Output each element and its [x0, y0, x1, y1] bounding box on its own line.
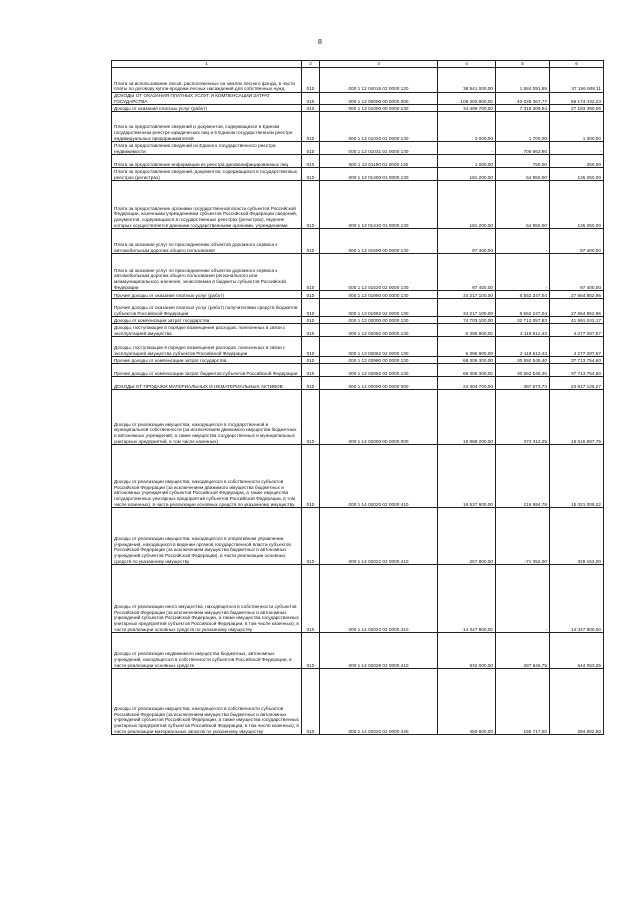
table-row [112, 168, 604, 181]
row-executed-cell: - [496, 565, 550, 633]
row-name-cell: Доходы, поступающие в порядке возмещения расходов, понесенных в связи с эксплуатацией имущества [112, 324, 302, 337]
table-row [112, 142, 604, 155]
row-kbk-cell: 000 1 13 02060 00 0000 130 [320, 324, 438, 337]
row-executed-cell: -71 352,00 [496, 508, 550, 565]
row-executed-cell: - [496, 254, 550, 291]
table-row [112, 390, 604, 445]
row-name-cell: Плата за использование лесов, расположенных на землях лесного фонда, в части платы по договору купли-продажи лесных насаждений для собственных нужд [112, 68, 302, 93]
row-approved-cell: 34 217 100,00 [438, 299, 496, 317]
row-remaining-cell: 27 183 390,06 [550, 105, 604, 112]
row-name-cell: Плата за оказание услуг по присоединению объектов дорожного сервиса к автомобильным дорогам общего пользования регионального или межмуниципального значения, зачисляемая в бюджеты субъектов Российской Федерации [112, 254, 302, 291]
row-executed-cell: 287 946,75 [496, 633, 550, 669]
row-name-cell: Прочие доходы от оказания платных услуг (работ) [112, 291, 302, 299]
row-approved-cell: 450 600,00 [438, 669, 496, 735]
table-row [112, 317, 604, 324]
row-code-cell: 010 [302, 68, 320, 93]
header-col-6: 6 [550, 61, 604, 68]
row-code-cell: 010 [302, 299, 320, 317]
row-name-cell: Доходы от реализации имущества, находящегося в собственности субъектов Российской Федерации (за исключением движимого имущества бюджетных и автономных учреждений субъектов Российской Федерации, а также имущества государственных унитарных предприятий субъектов Российской Федерации, в том числе казенных), в части реализации основных средств по указанному имуществу [112, 445, 302, 508]
row-code-cell: 010 [302, 337, 320, 357]
row-remaining-cell: 4 277 287,57 [550, 324, 604, 337]
row-remaining-cell: 329 152,00 [550, 508, 604, 565]
row-approved-cell: 1 000,00 [438, 155, 496, 168]
row-kbk-cell: 000 1 14 02022 02 0000 410 [320, 508, 438, 565]
row-approved-cell: 257 800,00 [438, 508, 496, 565]
row-kbk-cell: 000 1 14 02028 02 0000 410 [320, 633, 438, 669]
row-approved-cell: 6 396 800,00 [438, 324, 496, 337]
row-name-cell: Плата за предоставление информации из реестра дисквалифицированных лиц [112, 155, 302, 168]
table-row [112, 105, 604, 112]
table-row [112, 155, 604, 168]
table-row [112, 669, 604, 735]
row-approved-cell: 34 217 100,00 [438, 291, 496, 299]
row-kbk-cell: 000 1 14 02020 02 0000 440 [320, 669, 438, 735]
row-kbk-cell: 000 1 13 02000 00 0000 130 [320, 317, 438, 324]
row-approved-cell: 181 200,00 [438, 181, 496, 229]
row-name-cell: Плата за предоставление органами государственной власти субъектов Российской Федерации, казенными учреждениями субъектов Российской Федерации сведений, документов, содержащихся в государственных реестрах (регистрах), ведение которых осуществляется данными государственными органами, учреждениями [112, 181, 302, 229]
row-code-cell: 010 [302, 291, 320, 299]
header-col-2: 2 [302, 61, 320, 68]
row-remaining-cell: 294 882,50 [550, 669, 604, 735]
row-name-cell: ДОХОДЫ ОТ ПРОДАЖИ МАТЕРИАЛЬНЫХ И НЕМАТЕРИАЛЬНЫХ АКТИВОВ [112, 377, 302, 390]
row-approved-cell: 3 000,00 [438, 112, 496, 142]
row-code-cell: 010 [302, 254, 320, 291]
row-name-cell: Плата за оказание услуг по присоединению объектов дорожного сервиса к автомобильным дорогам общего пользования [112, 229, 302, 254]
row-kbk-cell: 000 1 14 02023 02 0000 410 [320, 565, 438, 633]
row-remaining-cell: 4 277 287,57 [550, 337, 604, 357]
row-remaining-cell: 37 156 908,11 [550, 68, 604, 93]
row-approved-cell: 109 202 800,00 [438, 93, 496, 105]
row-executed-cell: 30 592 545,40 [496, 364, 550, 377]
row-approved-cell: 15 988 200,00 [438, 390, 496, 445]
table-row [112, 291, 604, 299]
row-remaining-cell: 27 664 852,96 [550, 291, 604, 299]
row-name-cell: Доходы от оказания платных услуг (работ) [112, 105, 302, 112]
row-name-cell: Прочие доходы от оказания платных услуг (работ) получателями средств бюджетов субъектов Российской Федерации [112, 299, 302, 317]
header-col-5: 5 [496, 61, 550, 68]
table-row [112, 633, 604, 669]
row-code-cell: 010 [302, 229, 320, 254]
row-code-cell: 010 [302, 508, 320, 565]
table-row [112, 508, 604, 565]
row-executed-cell: 1 684 091,89 [496, 68, 550, 93]
row-remaining-cell: 69 174 432,23 [550, 93, 604, 105]
row-code-cell: 010 [302, 445, 320, 508]
row-code-cell: 010 [302, 565, 320, 633]
table-row [112, 445, 604, 508]
row-remaining-cell: 37 713 754,60 [550, 364, 604, 377]
row-name-cell: Доходы от реализации иного имущества, находящегося в собственности субъектов Российской Федерации (за исключением имущества бюджетных и автономных учреждений субъектов Российской Федерации, а также имущества государственных унитарных предприятий субъектов Российской Федерации, в том числе казенных), в части реализации основных средств по указанному имуществу [112, 565, 302, 633]
row-remaining-cell: 97 400,00 [550, 229, 604, 254]
row-executed-cell: 32 712 057,83 [496, 317, 550, 324]
row-kbk-cell: 000 1 13 01410 01 0000 130 [320, 181, 438, 229]
row-approved-cell: 14 347 800,00 [438, 565, 496, 633]
row-approved-cell: 97 400,00 [438, 229, 496, 254]
row-kbk-cell: 000 1 13 02990 00 0000 130 [320, 357, 438, 364]
row-code-cell: 010 [302, 669, 320, 735]
header-col-3: 3 [320, 61, 438, 68]
row-approved-cell: 15 537 600,00 [438, 445, 496, 508]
row-approved-cell: 6 396 800,00 [438, 337, 496, 357]
row-kbk-cell: 000 1 13 01031 01 0000 130 [320, 142, 438, 155]
row-kbk-cell: 000 1 13 00000 00 0000 000 [320, 93, 438, 105]
row-executed-cell: 216 594,78 [496, 445, 550, 508]
row-name-cell: ДОХОДЫ ОТ ОКАЗАНИЯ ПЛАТНЫХ УСЛУГ И КОМПЕНСАЦИИ ЗАТРАТ ГОСУДАРСТВА [112, 93, 302, 105]
row-code-cell: 010 [302, 357, 320, 364]
row-code-cell: 010 [302, 181, 320, 229]
row-executed-cell: 750,00 [496, 155, 550, 168]
table-row [112, 337, 604, 357]
row-remaining-cell: 15 321 005,22 [550, 445, 604, 508]
row-executed-cell: 54 950,00 [496, 168, 550, 181]
row-remaining-cell: 14 347 800,00 [550, 565, 604, 633]
row-kbk-cell: 000 1 13 02062 02 0000 130 [320, 337, 438, 357]
row-remaining-cell: 27 664 852,96 [550, 299, 604, 317]
row-name-cell: Плата за предоставление сведений, документов, содержащихся в государственных реестрах (регистрах) [112, 168, 302, 181]
table-row [112, 229, 604, 254]
table-row [112, 181, 604, 229]
row-code-cell: 010 [302, 105, 320, 112]
row-code-cell: 010 [302, 142, 320, 155]
header-col-4: 4 [438, 61, 496, 68]
row-approved-cell: 932 000,00 [438, 633, 496, 669]
row-remaining-cell: 41 991 042,17 [550, 317, 604, 324]
row-executed-cell: 40 028 367,77 [496, 93, 550, 105]
row-executed-cell: 155 717,50 [496, 669, 550, 735]
row-code-cell: 010 [302, 324, 320, 337]
row-code-cell: 010 [302, 155, 320, 168]
row-name-cell: Прочие доходы от компенсации затрат бюджетов субъектов Российской Федерации [112, 364, 302, 377]
row-kbk-cell: 000 1 13 01020 01 0000 130 [320, 112, 438, 142]
row-executed-cell: 2 119 512,43 [496, 337, 550, 357]
row-remaining-cell: 644 053,25 [550, 633, 604, 669]
table-row [112, 112, 604, 142]
table-row [112, 565, 604, 633]
row-executed-cell: 7 316 309,94 [496, 105, 550, 112]
row-kbk-cell: 000 1 13 01500 00 0000 130 [320, 229, 438, 254]
table-row [112, 364, 604, 377]
row-code-cell: 010 [302, 364, 320, 377]
row-remaining-cell: 15 615 887,75 [550, 390, 604, 445]
row-code-cell: 010 [302, 377, 320, 390]
row-approved-cell: - [438, 142, 496, 155]
row-code-cell: 010 [302, 93, 320, 105]
row-kbk-cell: 000 1 13 01000 00 0000 130 [320, 105, 438, 112]
row-name-cell: Доходы от реализации имущества, находящегося в государственной и муниципальной собственности (за исключением движимого имущества бюджетных и автономных учреждений, а также имущества государственных и муниципальных унитарных предприятий, в том числе казенных) [112, 390, 302, 445]
row-executed-cell: - [496, 229, 550, 254]
page-number: 8 [318, 39, 322, 46]
row-name-cell: Прочие доходы от компенсации затрат государства [112, 357, 302, 364]
row-approved-cell: 68 306 300,00 [438, 357, 496, 364]
row-executed-cell: 6 552 247,04 [496, 299, 550, 317]
row-executed-cell: 372 312,25 [496, 390, 550, 445]
row-remaining-cell: 126 250,00 [550, 181, 604, 229]
header-row [112, 61, 604, 68]
row-remaining-cell: 23 917 126,27 [550, 377, 604, 390]
row-kbk-cell: 000 1 13 01990 00 0000 130 [320, 291, 438, 299]
header-col-1: 1 [112, 61, 302, 68]
table-row [112, 93, 604, 105]
row-approved-cell: 24 304 700,00 [438, 377, 496, 390]
row-kbk-cell: 000 1 14 02020 02 0000 410 [320, 445, 438, 508]
row-approved-cell: 74 703 100,00 [438, 317, 496, 324]
table-row [112, 68, 604, 93]
row-remaining-cell: 250,00 [550, 155, 604, 168]
table-body [112, 68, 604, 735]
row-executed-cell: 706 662,90 [496, 142, 550, 155]
row-code-cell: 010 [302, 168, 320, 181]
table-row [112, 357, 604, 364]
row-code-cell: 010 [302, 112, 320, 142]
row-approved-cell: 38 841 000,00 [438, 68, 496, 93]
row-executed-cell: 54 950,00 [496, 181, 550, 229]
row-remaining-cell: 1 300,00 [550, 112, 604, 142]
row-approved-cell: 97 400,00 [438, 254, 496, 291]
row-approved-cell: 181 200,00 [438, 168, 496, 181]
row-name-cell: Доходы от компенсации затрат государства [112, 317, 302, 324]
row-name-cell: Плата за предоставление сведений из Единого государственного реестра недвижимости [112, 142, 302, 155]
row-kbk-cell: 000 1 13 01400 01 0000 130 [320, 168, 438, 181]
table-row [112, 324, 604, 337]
row-remaining-cell: 97 400,00 [550, 254, 604, 291]
row-remaining-cell: - [550, 142, 604, 155]
row-executed-cell: 6 552 247,04 [496, 291, 550, 299]
row-executed-cell: 1 700,00 [496, 112, 550, 142]
row-kbk-cell: 000 1 14 02000 00 0000 000 [320, 390, 438, 445]
table-row [112, 377, 604, 390]
row-kbk-cell: 000 1 13 02992 02 0000 130 [320, 364, 438, 377]
row-name-cell: Доходы от реализации недвижимого имущества бюджетных, автономных учреждений, находящегося в собственности субъектов Российской Федерации, в части реализации основных средств [112, 633, 302, 669]
row-remaining-cell: 37 713 754,60 [550, 357, 604, 364]
row-code-cell: 010 [302, 390, 320, 445]
row-executed-cell: 387 573,73 [496, 377, 550, 390]
row-code-cell: 010 [302, 633, 320, 669]
row-kbk-cell: 000 1 13 01992 02 0000 130 [320, 299, 438, 317]
row-kbk-cell: 000 1 14 00000 00 0000 000 [320, 377, 438, 390]
row-name-cell: Плата за предоставление сведений и документов, содержащихся в Едином государственном реестре юридических лиц и в Едином государственном реестре индивидуальных предпринимателей [112, 112, 302, 142]
row-name-cell: Доходы от реализации имущества, находящегося в оперативном управлении учреждений, находящихся в ведении органов государственной власти субъектов Российской Федерации (за исключением имущества бюджетных и автономных учреждений субъектов Российской Федерации), в части реализации основных средств по указанному имуществу [112, 508, 302, 565]
row-remaining-cell: 126 250,00 [550, 168, 604, 181]
row-executed-cell: 30 592 545,40 [496, 357, 550, 364]
row-code-cell: 010 [302, 317, 320, 324]
row-name-cell: Доходы от реализации имущества, находящегося в собственности субъектов Российской Федерации (за исключением имущества бюджетных и автономных учреждений субъектов Российской Федерации, а также имущества государственных унитарных предприятий субъектов Российской Федерации, в том числе казенных), в части реализации материальных запасов по указанному имуществу [112, 669, 302, 735]
revenue-table [111, 60, 604, 735]
table-row [112, 299, 604, 317]
row-approved-cell: 34 499 700,00 [438, 105, 496, 112]
row-approved-cell: 68 306 300,00 [438, 364, 496, 377]
row-kbk-cell: 000 1 13 01520 02 0000 130 [320, 254, 438, 291]
row-executed-cell: 2 119 512,43 [496, 324, 550, 337]
row-kbk-cell: 000 1 12 04015 02 0000 120 [320, 68, 438, 93]
row-name-cell: Доходы, поступающие в порядке возмещения расходов, понесенных в связи с эксплуатацией имущества субъектов Российской Федерации [112, 337, 302, 357]
row-kbk-cell: 000 1 13 01190 01 0000 130 [320, 155, 438, 168]
table-row [112, 254, 604, 291]
